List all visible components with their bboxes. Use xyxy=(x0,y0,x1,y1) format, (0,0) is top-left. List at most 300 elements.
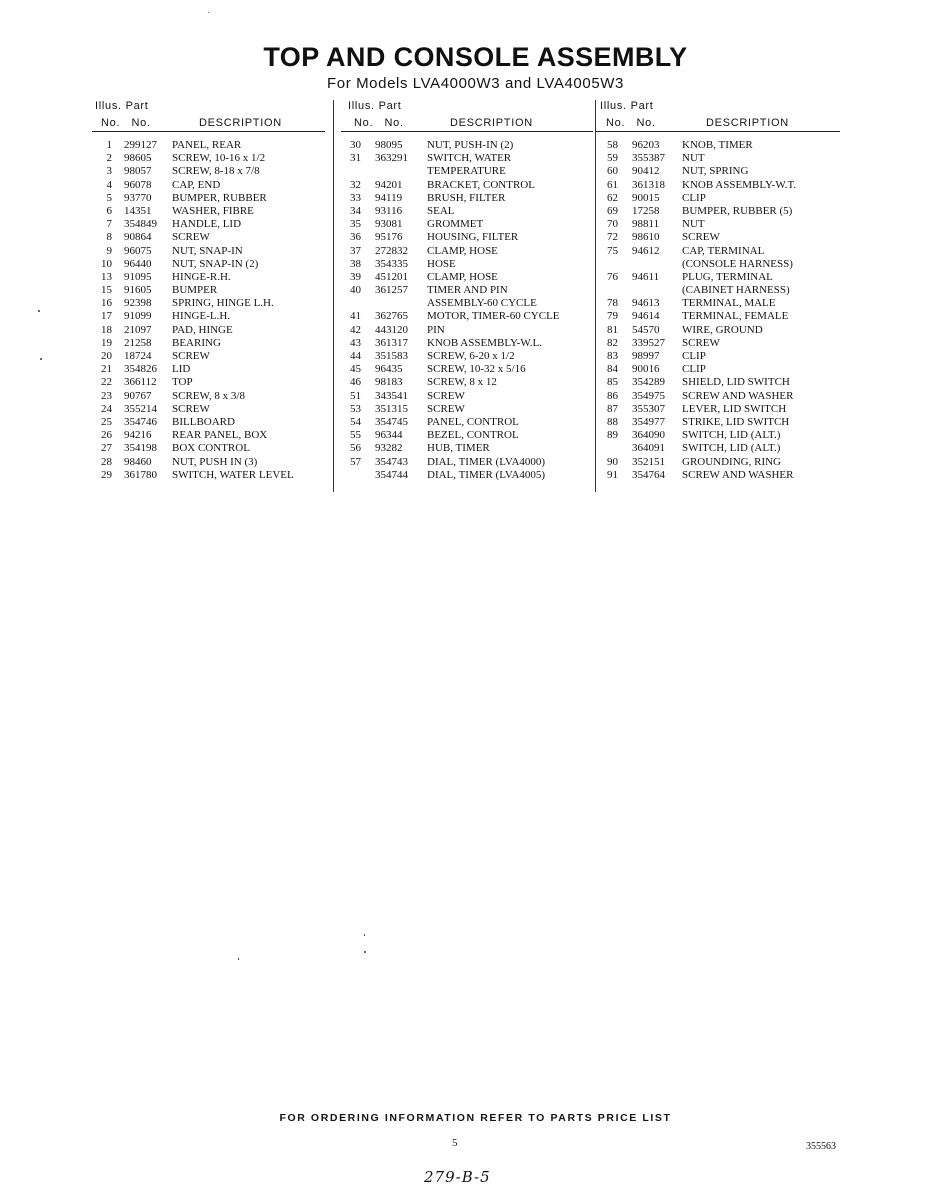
part-description: BUMPER xyxy=(172,284,218,297)
illus-number: 1 xyxy=(106,139,112,151)
part-description: SCREW xyxy=(427,402,465,415)
table-row xyxy=(341,403,593,416)
part-number: 355214 xyxy=(124,402,157,415)
illus-number: 36 xyxy=(350,231,361,244)
part-number: 361257 xyxy=(375,284,408,297)
part-description: PANEL, REAR xyxy=(172,139,242,151)
part-description: SCREW, 8-18 x 7/8 xyxy=(172,165,260,178)
part-description: (CABINET HARNESS) xyxy=(682,284,790,297)
illus-number: 88 xyxy=(607,415,618,428)
part-number: 94613 xyxy=(632,297,660,310)
part-number: 91095 xyxy=(124,270,152,283)
illus-number: 13 xyxy=(101,270,112,283)
table-row xyxy=(598,231,843,244)
table-row xyxy=(598,324,843,337)
part-description: SCREW, 10-16 x 1/2 xyxy=(172,152,266,165)
part-description: SCREW, 10-32 x 5/16 xyxy=(427,363,526,376)
part-number: 339527 xyxy=(632,336,665,349)
illus-number: 5 xyxy=(106,191,112,204)
illus-part-header: Illus. Part xyxy=(600,100,654,112)
illus-number: 45 xyxy=(350,363,361,376)
table-row xyxy=(598,245,843,258)
table-row xyxy=(92,245,332,258)
part-number: 272832 xyxy=(375,244,408,257)
part-description: HINGE-R.H. xyxy=(172,270,231,283)
part-description: LID xyxy=(172,363,191,376)
table-row xyxy=(92,284,332,297)
table-row xyxy=(92,376,332,389)
table-row xyxy=(341,310,593,323)
table-row xyxy=(598,284,843,297)
illus-number: 38 xyxy=(350,257,361,270)
part-number: 354744 xyxy=(375,468,408,481)
table-row xyxy=(92,231,332,244)
table-row xyxy=(341,390,593,403)
table-row xyxy=(341,363,593,376)
part-description: SPRING, HINGE L.H. xyxy=(172,297,274,310)
handwritten-note: 279-B-5 xyxy=(424,1168,491,1186)
part-description: NUT, PUSH IN (3) xyxy=(172,455,258,468)
illus-number: 91 xyxy=(607,468,618,481)
part-description: TERMINAL, MALE xyxy=(682,297,776,310)
part-number: 98605 xyxy=(124,152,152,165)
column-header-1 xyxy=(95,98,325,134)
part-number: 98460 xyxy=(124,455,152,468)
part-number: 98997 xyxy=(632,350,660,362)
header-rule-1 xyxy=(92,131,325,132)
part-number: 354743 xyxy=(375,455,408,468)
table-row xyxy=(92,337,332,350)
part-description: KNOB, TIMER xyxy=(682,139,753,151)
part-description: GROUNDING, RING xyxy=(682,455,781,468)
table-row xyxy=(92,258,332,271)
table-row xyxy=(341,192,593,205)
part-number: 90767 xyxy=(124,389,152,402)
table-row xyxy=(92,442,332,455)
table-row xyxy=(341,442,593,455)
illus-number: 7 xyxy=(106,218,112,231)
table-row xyxy=(92,350,332,363)
illus-number: 25 xyxy=(101,415,112,428)
illus-number: 22 xyxy=(101,376,112,389)
part-description: ASSEMBLY-60 CYCLE xyxy=(427,297,537,310)
table-row xyxy=(341,245,593,258)
page-subtitle: For Models LVA4000W3 and LVA4005W3 xyxy=(327,75,624,92)
part-description: BOX CONTROL xyxy=(172,442,250,455)
part-description: PIN xyxy=(427,323,445,336)
part-description: SCREW xyxy=(172,231,210,244)
page-number: 5 xyxy=(452,1137,458,1149)
part-description: CAP, TERMINAL xyxy=(682,244,765,257)
illus-number: 72 xyxy=(607,231,618,244)
part-number: 92398 xyxy=(124,297,152,310)
part-description: REAR PANEL, BOX xyxy=(172,429,268,442)
no-no-header: No. No. xyxy=(606,117,656,129)
part-description: KNOB ASSEMBLY-W.T. xyxy=(682,178,797,191)
part-number: 355387 xyxy=(632,152,665,165)
part-description: NUT, SNAP-IN xyxy=(172,244,243,257)
illus-number: 40 xyxy=(350,284,361,297)
table-row xyxy=(598,165,843,178)
part-description: TOP xyxy=(172,376,193,389)
part-description: HINGE-L.H. xyxy=(172,310,231,323)
part-number: 96203 xyxy=(632,139,660,151)
part-number: 364091 xyxy=(632,442,665,455)
table-row xyxy=(341,139,593,152)
part-number: 354198 xyxy=(124,442,157,455)
table-row xyxy=(598,403,843,416)
part-description: TEMPERATURE xyxy=(427,165,506,178)
part-number: 363291 xyxy=(375,152,408,165)
illus-number: 30 xyxy=(350,139,361,151)
part-description: BRACKET, CONTROL xyxy=(427,178,535,191)
part-description: WIRE, GROUND xyxy=(682,323,763,336)
part-number: 354826 xyxy=(124,363,157,376)
part-description: KNOB ASSEMBLY-W.L. xyxy=(427,336,542,349)
part-number: 14351 xyxy=(124,204,152,217)
part-number: 364090 xyxy=(632,429,665,442)
scan-speck xyxy=(38,310,40,312)
part-number: 354977 xyxy=(632,415,665,428)
illus-number: 31 xyxy=(350,152,361,165)
part-number: 90412 xyxy=(632,165,660,178)
part-number: 94216 xyxy=(124,429,152,442)
part-description: NUT, SNAP-IN (2) xyxy=(172,257,259,270)
illus-number: 17 xyxy=(101,310,112,323)
illus-number: 44 xyxy=(350,350,361,362)
illus-number: 16 xyxy=(101,297,112,310)
table-row xyxy=(92,403,332,416)
part-number: 94614 xyxy=(632,310,660,323)
table-row xyxy=(341,429,593,442)
part-number: 93081 xyxy=(375,218,403,231)
table-row xyxy=(341,258,593,271)
illus-number: 69 xyxy=(607,204,618,217)
illus-number: 29 xyxy=(101,468,112,481)
part-description: SWITCH, WATER LEVEL xyxy=(172,468,294,481)
table-row xyxy=(341,218,593,231)
illus-number: 28 xyxy=(101,455,112,468)
illus-number: 27 xyxy=(101,442,112,455)
illus-number: 39 xyxy=(350,270,361,283)
page-title: TOP AND CONSOLE ASSEMBLY xyxy=(263,42,688,72)
illus-number: 81 xyxy=(607,323,618,336)
part-description: SWITCH, WATER xyxy=(427,152,512,165)
table-row xyxy=(341,179,593,192)
part-number: 54570 xyxy=(632,323,660,336)
part-description: MOTOR, TIMER-60 CYCLE xyxy=(427,310,560,323)
part-description: STRIKE, LID SWITCH xyxy=(682,415,790,428)
part-number: 96435 xyxy=(375,363,403,376)
part-description: SCREW, 8 x 12 xyxy=(427,376,497,389)
part-description: (CONSOLE HARNESS) xyxy=(682,257,793,270)
illus-number: 83 xyxy=(607,350,618,362)
part-description: HOSE xyxy=(427,257,456,270)
table-row xyxy=(598,363,843,376)
part-number: 94612 xyxy=(632,244,660,257)
scan-speck xyxy=(40,358,42,360)
part-number: 354745 xyxy=(375,415,408,428)
illus-number: 85 xyxy=(607,376,618,389)
illus-number: 32 xyxy=(350,178,361,191)
part-description: PANEL, CONTROL xyxy=(427,415,519,428)
illus-number: 60 xyxy=(607,165,618,178)
part-number: 343541 xyxy=(375,389,408,402)
part-description: NUT, PUSH-IN (2) xyxy=(427,139,514,151)
scan-speck xyxy=(238,958,239,960)
part-number: 361317 xyxy=(375,336,408,349)
table-row xyxy=(341,456,593,469)
illus-number: 61 xyxy=(607,178,618,191)
part-description: SCREW xyxy=(172,402,210,415)
table-row xyxy=(92,152,332,165)
scan-speck xyxy=(364,951,366,953)
table-row xyxy=(92,179,332,192)
part-number: 354764 xyxy=(632,468,665,481)
illus-number: 54 xyxy=(350,415,361,428)
illus-number: 87 xyxy=(607,402,618,415)
illus-number: 9 xyxy=(106,244,112,257)
description-header: DESCRIPTION xyxy=(706,117,789,129)
illus-number: 34 xyxy=(350,204,361,217)
table-row xyxy=(598,350,843,363)
illus-number: 24 xyxy=(101,402,112,415)
illus-number: 59 xyxy=(607,152,618,165)
part-description: CLIP xyxy=(682,363,706,376)
part-description: SEAL xyxy=(427,204,455,217)
part-number: 93116 xyxy=(375,204,403,217)
table-row xyxy=(598,152,843,165)
part-description: TIMER AND PIN xyxy=(427,284,508,297)
illus-number: 21 xyxy=(101,363,112,376)
illus-number: 51 xyxy=(350,389,361,402)
part-number: 361780 xyxy=(124,468,157,481)
table-row xyxy=(598,337,843,350)
table-row xyxy=(341,324,593,337)
illus-number: 89 xyxy=(607,429,618,442)
table-row xyxy=(341,152,593,165)
illus-part-header: Illus. Part xyxy=(348,100,402,112)
illus-number: 58 xyxy=(607,139,618,151)
part-number: 94611 xyxy=(632,270,660,283)
part-number: 95176 xyxy=(375,231,403,244)
illus-number: 37 xyxy=(350,244,361,257)
table-row xyxy=(598,416,843,429)
table-row xyxy=(92,324,332,337)
part-number: 96344 xyxy=(375,429,403,442)
description-header: DESCRIPTION xyxy=(199,117,282,129)
table-row xyxy=(341,469,593,482)
part-number: 96075 xyxy=(124,244,152,257)
part-description: SCREW xyxy=(172,350,210,362)
ordering-info-footer: FOR ORDERING INFORMATION REFER TO PARTS PRICE LIST xyxy=(279,1112,672,1124)
table-row xyxy=(598,179,843,192)
part-number: 98610 xyxy=(632,231,660,244)
parts-list-column-1 xyxy=(92,139,332,482)
part-description: SWITCH, LID (ALT.) xyxy=(682,429,781,442)
part-number: 17258 xyxy=(632,204,660,217)
illus-number: 19 xyxy=(101,336,112,349)
table-row xyxy=(341,416,593,429)
part-description: SCREW xyxy=(682,336,720,349)
illus-number: 3 xyxy=(106,165,112,178)
part-number: 93770 xyxy=(124,191,152,204)
table-row xyxy=(92,456,332,469)
table-row xyxy=(598,310,843,323)
part-number: 90016 xyxy=(632,363,660,376)
illus-number: 43 xyxy=(350,336,361,349)
table-row xyxy=(92,363,332,376)
table-row xyxy=(598,258,843,271)
scan-speck xyxy=(364,934,365,936)
illus-number: 8 xyxy=(106,231,112,244)
part-number: 354975 xyxy=(632,389,665,402)
table-row xyxy=(598,456,843,469)
part-number: 354746 xyxy=(124,415,157,428)
table-row xyxy=(598,376,843,389)
part-description: CLAMP, HOSE xyxy=(427,244,498,257)
part-number: 354849 xyxy=(124,218,157,231)
part-description: NUT xyxy=(682,152,705,165)
part-description: DIAL, TIMER (LVA4005) xyxy=(427,468,546,481)
parts-list-column-3 xyxy=(598,139,843,482)
part-number: 18724 xyxy=(124,350,152,362)
document-number: 355563 xyxy=(806,1141,836,1152)
illus-number: 41 xyxy=(350,310,361,323)
table-row xyxy=(92,297,332,310)
part-description: SHIELD, LID SWITCH xyxy=(682,376,790,389)
part-number: 354335 xyxy=(375,257,408,270)
column-divider-1 xyxy=(333,100,334,492)
table-row xyxy=(598,205,843,218)
no-no-header: No. No. xyxy=(101,117,151,129)
illus-number: 56 xyxy=(350,442,361,455)
part-number: 354289 xyxy=(632,376,665,389)
part-number: 94119 xyxy=(375,191,403,204)
part-number: 98811 xyxy=(632,218,660,231)
table-row xyxy=(341,231,593,244)
part-description: HANDLE, LID xyxy=(172,218,242,231)
table-row xyxy=(598,390,843,403)
illus-number: 90 xyxy=(607,455,618,468)
part-number: 361318 xyxy=(632,178,665,191)
part-description: WASHER, FIBRE xyxy=(172,204,254,217)
part-number: 98095 xyxy=(375,139,403,151)
illus-number: 26 xyxy=(101,429,112,442)
table-row xyxy=(598,469,843,482)
illus-number: 23 xyxy=(101,389,112,402)
illus-number: 76 xyxy=(607,270,618,283)
illus-number: 15 xyxy=(101,284,112,297)
table-row xyxy=(92,390,332,403)
part-number: 355307 xyxy=(632,402,665,415)
part-number: 366112 xyxy=(124,376,157,389)
part-description: SCREW xyxy=(427,389,465,402)
table-row xyxy=(92,429,332,442)
scan-speck xyxy=(208,12,209,13)
part-description: CLIP xyxy=(682,191,706,204)
part-number: 90015 xyxy=(632,191,660,204)
table-row xyxy=(341,205,593,218)
part-number: 98057 xyxy=(124,165,152,178)
part-description: PLUG, TERMINAL xyxy=(682,270,773,283)
table-row xyxy=(598,271,843,284)
part-number: 91099 xyxy=(124,310,152,323)
table-row xyxy=(598,192,843,205)
illus-number: 10 xyxy=(101,257,112,270)
part-description: CAP, END xyxy=(172,178,221,191)
table-row xyxy=(598,218,843,231)
part-number: 91605 xyxy=(124,284,152,297)
table-row xyxy=(92,310,332,323)
table-row xyxy=(92,271,332,284)
part-number: 93282 xyxy=(375,442,403,455)
part-description: CLAMP, HOSE xyxy=(427,270,498,283)
header-rule-2 xyxy=(341,131,593,132)
part-description: GROMMET xyxy=(427,218,484,231)
part-description: BRUSH, FILTER xyxy=(427,191,506,204)
part-description: SCREW, 8 x 3/8 xyxy=(172,389,245,402)
part-description: PAD, HINGE xyxy=(172,323,233,336)
table-row xyxy=(341,376,593,389)
table-row xyxy=(92,469,332,482)
illus-number: 53 xyxy=(350,402,361,415)
illus-number: 33 xyxy=(350,191,361,204)
part-description: BEARING xyxy=(172,336,221,349)
part-description: BUMPER, RUBBER (5) xyxy=(682,204,793,217)
part-number: 352151 xyxy=(632,455,665,468)
part-number: 443120 xyxy=(375,323,408,336)
illus-number: 35 xyxy=(350,218,361,231)
part-description: NUT, SPRING xyxy=(682,165,749,178)
table-row xyxy=(341,297,593,310)
table-row xyxy=(598,139,843,152)
illus-number: 82 xyxy=(607,336,618,349)
table-row xyxy=(92,165,332,178)
illus-number: 84 xyxy=(607,363,618,376)
part-number: 451201 xyxy=(375,270,408,283)
table-row xyxy=(341,337,593,350)
illus-number: 42 xyxy=(350,323,361,336)
illus-number: 70 xyxy=(607,218,618,231)
part-description: BILLBOARD xyxy=(172,415,235,428)
part-number: 96440 xyxy=(124,257,152,270)
part-description: NUT xyxy=(682,218,705,231)
table-row xyxy=(92,218,332,231)
part-number: 351583 xyxy=(375,350,408,362)
part-description: SWITCH, LID (ALT.) xyxy=(682,442,781,455)
part-description: HUB, TIMER xyxy=(427,442,490,455)
table-row xyxy=(341,284,593,297)
part-description: SCREW AND WASHER xyxy=(682,468,794,481)
illus-number: 46 xyxy=(350,376,361,389)
illus-number: 6 xyxy=(106,204,112,217)
illus-number: 75 xyxy=(607,244,618,257)
illus-number: 78 xyxy=(607,297,618,310)
table-row xyxy=(92,205,332,218)
illus-number: 79 xyxy=(607,310,618,323)
part-number: 21258 xyxy=(124,336,152,349)
illus-number: 62 xyxy=(607,191,618,204)
parts-list-column-2 xyxy=(341,139,593,482)
part-description: SCREW xyxy=(682,231,720,244)
part-number: 299127 xyxy=(124,139,157,151)
part-description: CLIP xyxy=(682,350,706,362)
table-row xyxy=(92,192,332,205)
part-number: 90864 xyxy=(124,231,152,244)
table-row xyxy=(92,416,332,429)
illus-number: 2 xyxy=(106,152,112,165)
